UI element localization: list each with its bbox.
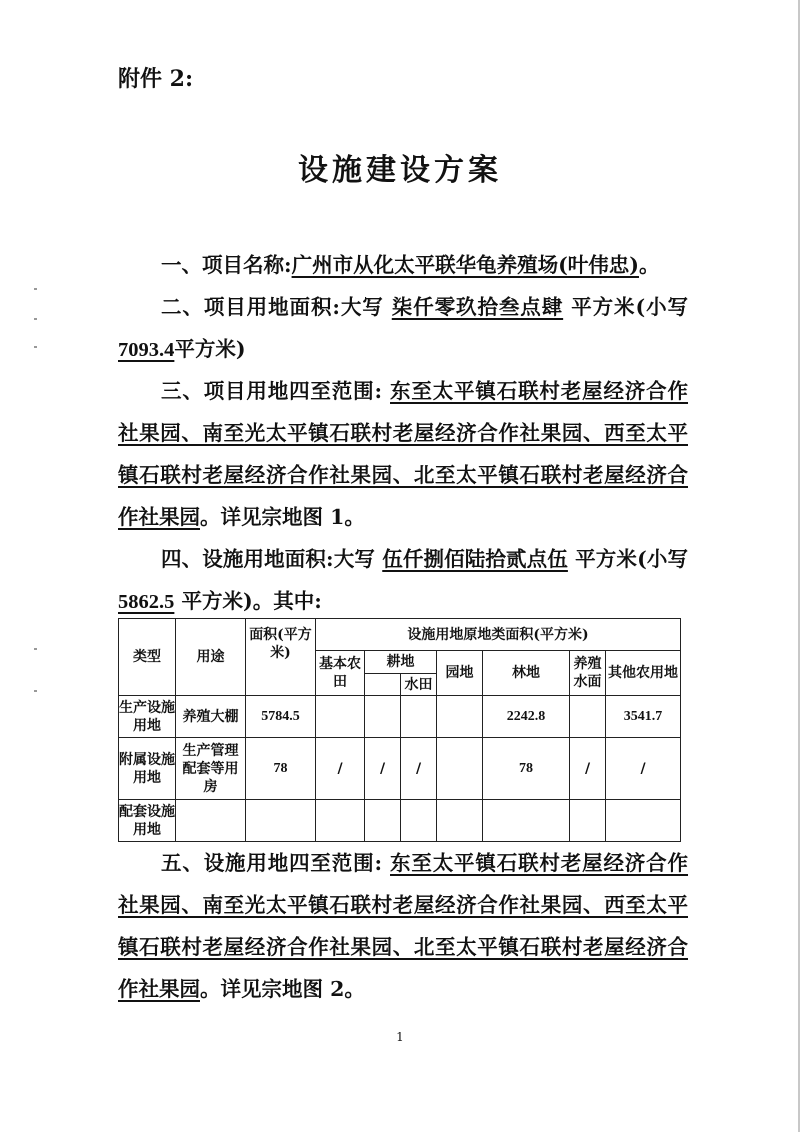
cell-garden <box>437 696 483 738</box>
unit-text: (小写 <box>637 547 689 571</box>
cell-basic: / <box>316 738 365 800</box>
page-number: 1 <box>396 1030 404 1044</box>
cell-aqua: / <box>570 738 606 800</box>
document-title: 设施建设方案 <box>298 153 502 188</box>
cell-forest: 78 <box>483 738 570 800</box>
header-land-type: 设施用地原地类面积(平方米) <box>316 619 681 651</box>
scan-mark <box>34 318 37 320</box>
scan-mark <box>34 648 37 650</box>
cell-paddy: / <box>401 738 437 800</box>
section-facility-area <box>118 538 688 623</box>
cell-garden <box>437 738 483 800</box>
cell-arable <box>365 800 401 842</box>
header-use: 用途 <box>176 619 246 696</box>
unit-text: 平方米) <box>174 337 246 361</box>
upper-prefix: 大写 <box>333 547 375 571</box>
facility-upper-value: 伍仟捌佰陆拾贰点伍 <box>382 547 568 571</box>
unit-text: 平方米 <box>575 547 638 571</box>
cell-use <box>176 800 246 842</box>
header-arable-sub <box>365 674 401 696</box>
cell-aqua <box>570 800 606 842</box>
cell-other <box>606 800 681 842</box>
facility-boundary-value: 东至太平镇石联村老屋经济合作社果园、南至光太平镇石联村老屋经济合作社果园、西至太平镇石联村老屋经济合作社果园、北至太平镇石联村老屋经济合作社果园 <box>118 851 689 1001</box>
cell-other: 3541.7 <box>606 696 681 738</box>
project-boundary-value: 东至太平镇石联村老屋经济合作社果园、南至光太平镇石联村老屋经济合作社果园、西至太平镇石联村老屋经济合作社果园、北至太平镇石联村老屋经济合作社果园 <box>118 379 689 529</box>
cell-forest: 2242.8 <box>483 696 570 738</box>
facility-land-table <box>118 618 681 842</box>
section-label: 四、设施用地面积: <box>161 547 334 571</box>
cell-area: 78 <box>246 738 316 800</box>
section-project-area <box>118 286 688 371</box>
cell-area: 5784.5 <box>246 696 316 738</box>
cell-use: 养殖大棚 <box>176 696 246 738</box>
cell-garden <box>437 800 483 842</box>
attachment-label: 附件 2: <box>118 66 194 92</box>
section-label: 二、项目用地面积: <box>161 295 340 319</box>
cell-other: / <box>606 738 681 800</box>
cell-type: 配套设施用地 <box>119 800 176 842</box>
cell-area <box>246 800 316 842</box>
header-arable: 耕地 <box>365 651 437 674</box>
cell-basic <box>316 696 365 738</box>
section-end: 。详见宗地图 2。 <box>200 977 365 1001</box>
table-row <box>119 800 681 842</box>
section-label: 三、项目用地四至范围: <box>161 379 383 403</box>
section-label: 五、设施用地四至范围: <box>161 851 383 875</box>
header-aquaculture: 养殖水面 <box>570 651 606 696</box>
section-end: 。 <box>638 253 660 277</box>
section-facility-boundary <box>118 842 688 1010</box>
cell-basic <box>316 800 365 842</box>
area-upper-value: 柒仟零玖拾叁点肆 <box>391 295 564 319</box>
scan-mark <box>34 288 37 290</box>
header-garden: 园地 <box>437 651 483 696</box>
cell-aqua <box>570 696 606 738</box>
section-label: 一、项目名称: <box>161 253 292 277</box>
cell-paddy <box>401 800 437 842</box>
table-row <box>119 696 681 738</box>
section-project-boundary <box>118 370 688 538</box>
area-lower-value: 7093.4 <box>118 339 175 361</box>
section-end: 。详见宗地图 1。 <box>200 505 365 529</box>
header-basic-farmland: 基本农田 <box>316 651 365 696</box>
header-area: 面积(平方米) <box>246 619 316 696</box>
header-paddy: 水田 <box>401 674 437 696</box>
table-row <box>119 738 681 800</box>
scan-mark <box>34 346 37 348</box>
unit-text: 平方米(小写 <box>571 295 689 319</box>
cell-use: 生产管理配套等用房 <box>176 738 246 800</box>
section-project-name <box>118 244 688 286</box>
cell-arable <box>365 696 401 738</box>
cell-type: 附属设施用地 <box>119 738 176 800</box>
cell-type: 生产设施用地 <box>119 696 176 738</box>
cell-paddy <box>401 696 437 738</box>
scan-mark <box>34 690 37 692</box>
cell-arable: / <box>365 738 401 800</box>
project-name-value: 广州市从化太平联华龟养殖场(叶伟忠) <box>291 253 639 277</box>
facility-lower-value: 5862.5 <box>118 591 175 613</box>
upper-prefix: 大写 <box>339 295 384 319</box>
header-forest: 林地 <box>483 651 570 696</box>
header-type: 类型 <box>119 619 176 696</box>
cell-forest <box>483 800 570 842</box>
unit-text: 平方米)。其中: <box>181 589 322 613</box>
header-other-agri: 其他农用地 <box>606 651 681 696</box>
